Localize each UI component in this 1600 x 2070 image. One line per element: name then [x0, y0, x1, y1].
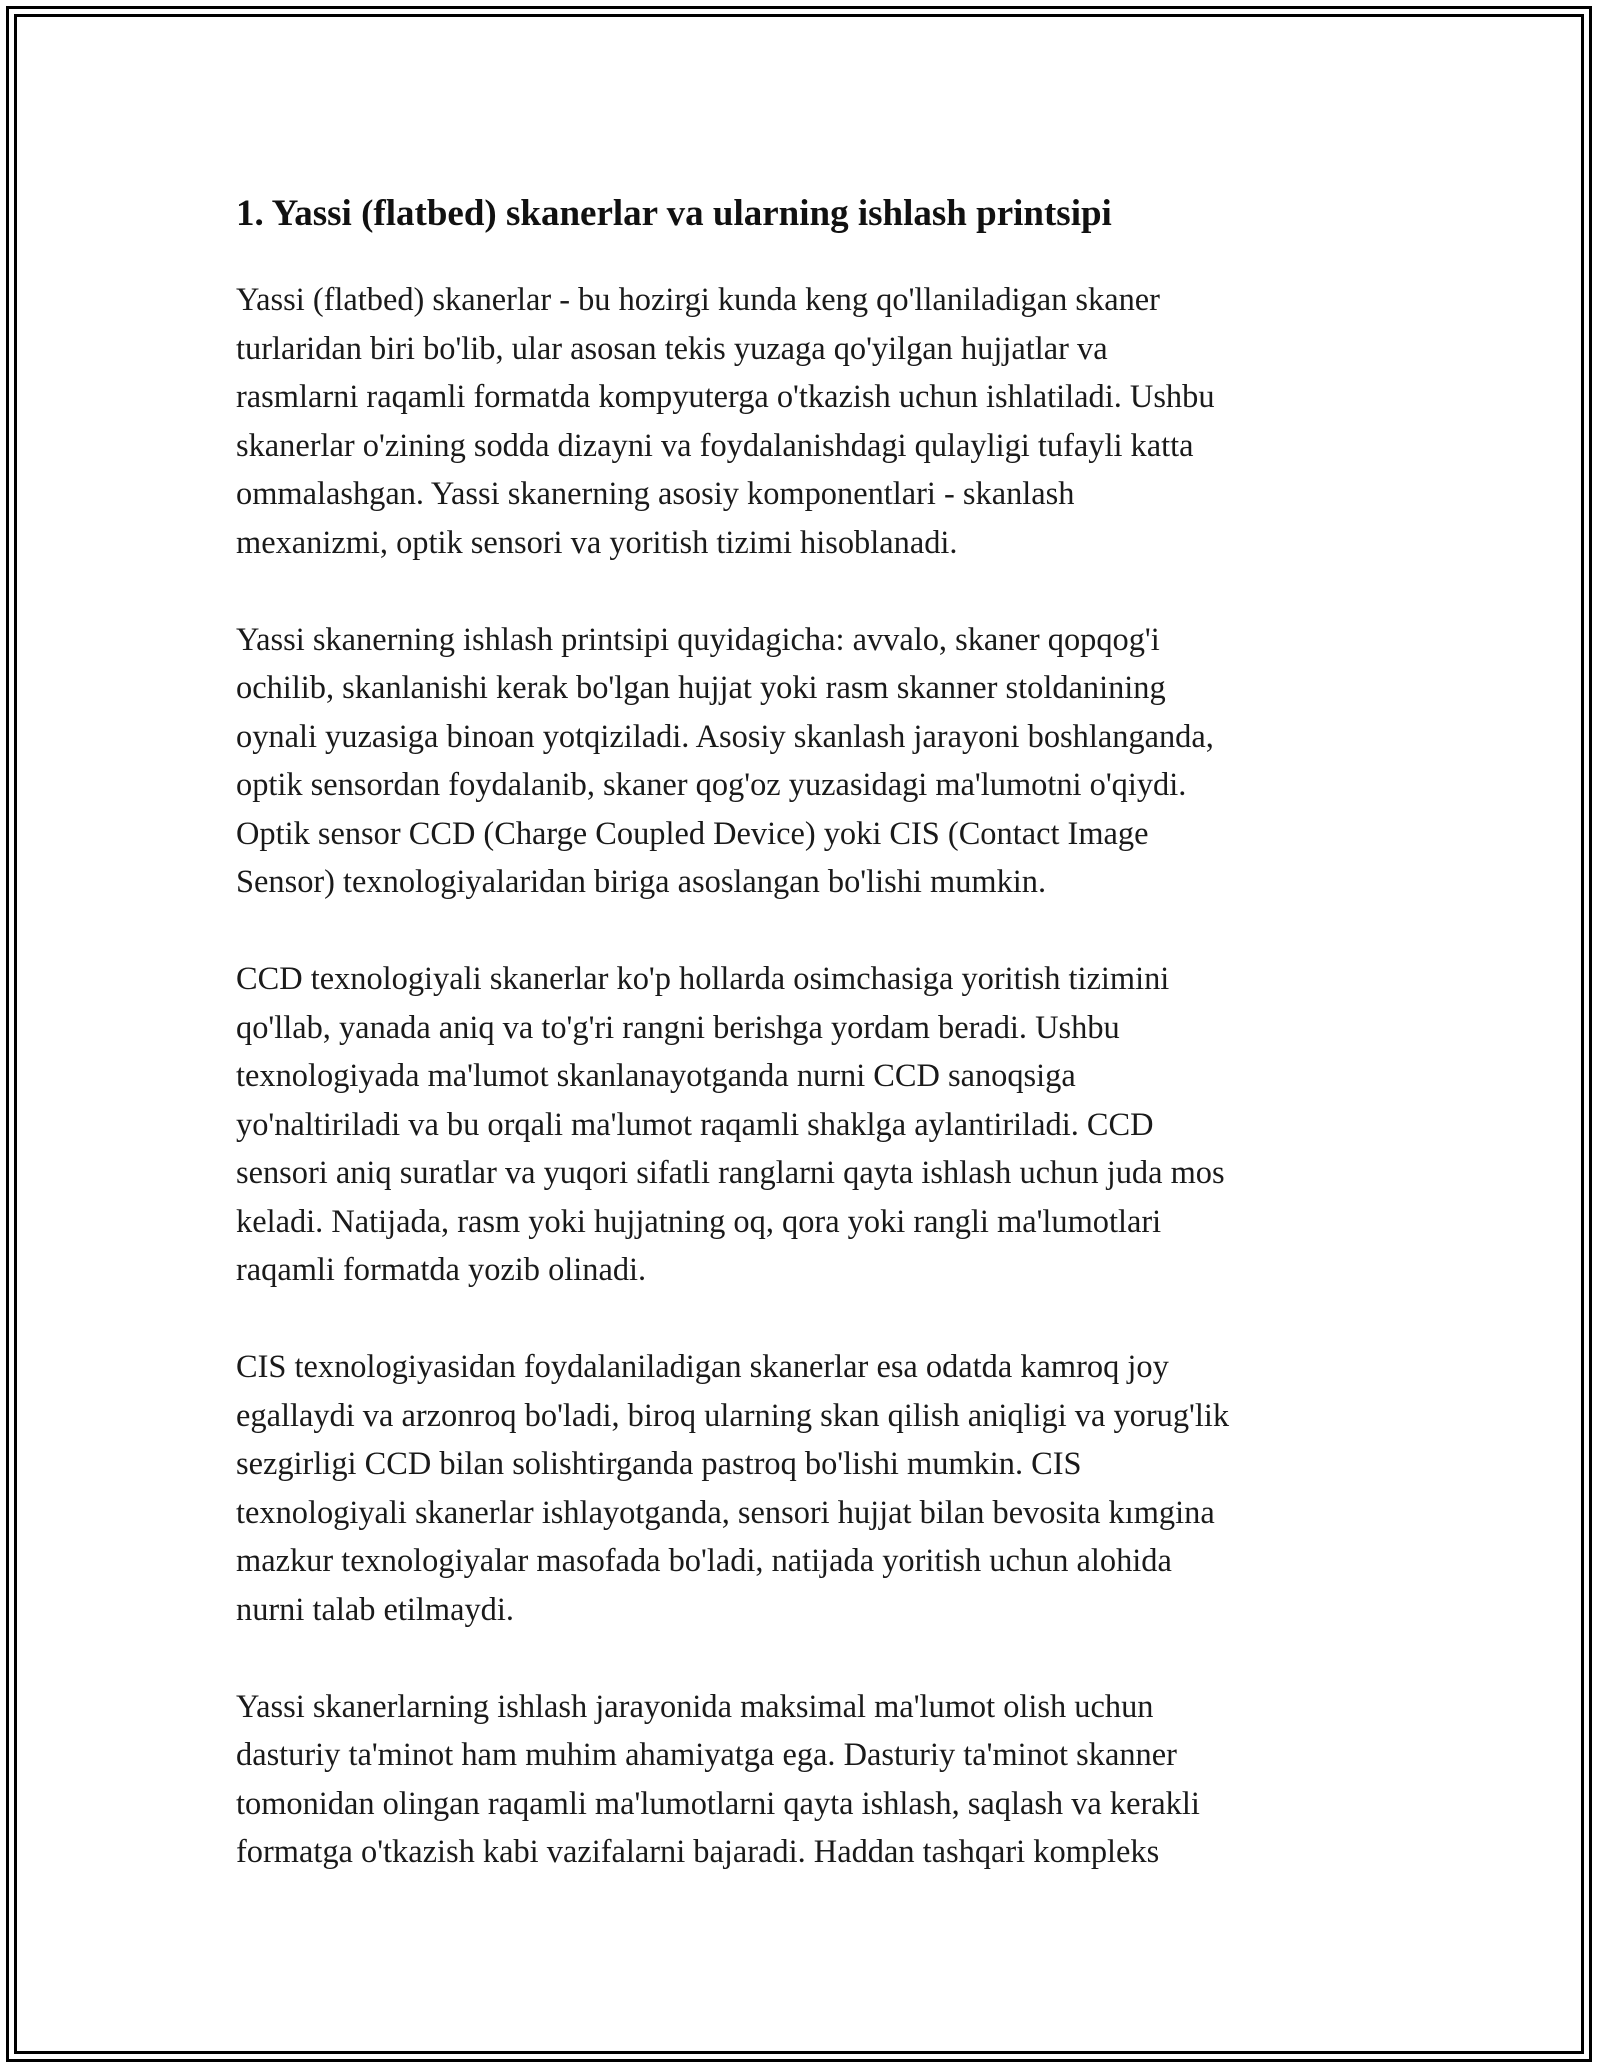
paragraph-line: texnologiyada ma'lumot skanlanayotganda nurni CCD sanoqsiga	[236, 1058, 1076, 1094]
paragraph-line: optik sensordan foydalanib, skaner qog'oz yuzasidagi ma'lumotni o'qiydi.	[236, 767, 1187, 803]
paragraph-line: qo'llab, yanada aniq va to'g'ri rangni berishga yordam beradi. Ushbu	[236, 1009, 1120, 1046]
paragraph-line: yo'naltiriladi va bu orqali ma'lumot raqamli shaklga aylantiriladi. CCD	[236, 1106, 1154, 1143]
paragraph-line: Yassi skanerning ishlash printsipi quyidagicha: avvalo, skaner qopqog'i	[236, 621, 1160, 658]
paragraph-line: CCD texnologiyali skanerlar ko'p hollarda osimchasiga yoritish tizimini	[236, 961, 1170, 997]
paragraph-line: tomonidan olingan raqamli ma'lumotlarni qayta ishlash, saqlash va kerakli	[236, 1785, 1200, 1822]
paragraph-2	[236, 616, 1366, 907]
paragraph-line: ommalashgan. Yassi skanerning asosiy komponentlari - skanlash	[236, 476, 1075, 512]
paragraph-line: formatga o'tkazish kabi vazifalarni bajaradi. Haddan tashqari kompleks	[236, 1834, 1160, 1870]
paragraph-5	[236, 1683, 1366, 1877]
paragraph-line: nurni talab etilmaydi.	[236, 1591, 514, 1628]
paragraph-line: mexanizmi, optik sensori va yoritish tizimi hisoblanadi.	[236, 524, 958, 561]
paragraph-line: CIS texnologiyasidan foydalaniladigan skanerlar esa odatda kamroq joy	[236, 1349, 1169, 1385]
paragraph-line: keladi. Natijada, rasm yoki hujjatning oq, qora yoki rangli ma'lumotlari	[236, 1203, 1162, 1240]
paragraph-line: texnologiyali skanerlar ishlayotganda, sensori hujjat bilan bevosita kımgina	[236, 1494, 1215, 1531]
paragraph-line: dasturiy ta'minot ham muhim ahamiyatga ega. Dasturiy ta'minot skanner	[236, 1737, 1177, 1773]
document-body	[236, 178, 1366, 1925]
paragraph-1	[236, 276, 1366, 567]
paragraph-line: egallaydi va arzonroq bo'ladi, biroq ularning skan qilish aniqligi va yorug'lik	[236, 1397, 1230, 1434]
paragraph-line: Optik sensor CCD (Charge Coupled Device) yoki CIS (Contact Image	[236, 815, 1149, 852]
section-heading: 1. Yassi (flatbed) skanerlar va ularning ishlash printsipi	[236, 193, 1112, 234]
paragraph-4	[236, 1343, 1366, 1634]
paragraph-line: raqamli formatda yozib olinadi.	[236, 1252, 647, 1288]
paragraph-line: Yassi (flatbed) skanerlar - bu hozirgi kunda keng qo'llaniladigan skaner	[236, 282, 1160, 318]
paragraph-line: Yassi skanerlarning ishlash jarayonida maksimal ma'lumot olish uchun	[236, 1688, 1154, 1725]
paragraph-line: sensori aniq suratlar va yuqori sifatli ranglarni qayta ishlash uchun juda mos	[236, 1155, 1225, 1191]
paragraph-line: skanerlar o'zining sodda dizayni va foydalanishdagi qulayligi tufayli katta	[236, 427, 1194, 464]
paragraph-line: turlaridan biri bo'lib, ular asosan tekis yuzaga qo'yilgan hujjatlar va	[236, 330, 1108, 367]
paragraph-line: oynali yuzasiga binoan yotqiziladi. Asosiy skanlash jarayoni boshlanganda,	[236, 718, 1214, 755]
paragraph-line: mazkur texnologiyalar masofada bo'ladi, natijada yoritish uchun alohida	[236, 1543, 1172, 1579]
paragraph-line: rasmlarni raqamli formatda kompyuterga o'tkazish uchun ishlatiladi. Ushbu	[236, 379, 1215, 415]
paragraph-line: Sensor) texnologiyalaridan biriga asoslangan bo'lishi mumkin.	[236, 864, 1047, 900]
paragraph-line: sezgirligi CCD bilan solishtirganda pastroq bo'lishi mumkin. CIS	[236, 1446, 1082, 1482]
paragraph-3	[236, 955, 1366, 1295]
paragraph-line: ochilib, skanlanishi kerak bo'lgan hujjat yoki rasm skanner stoldanining	[236, 670, 1166, 706]
